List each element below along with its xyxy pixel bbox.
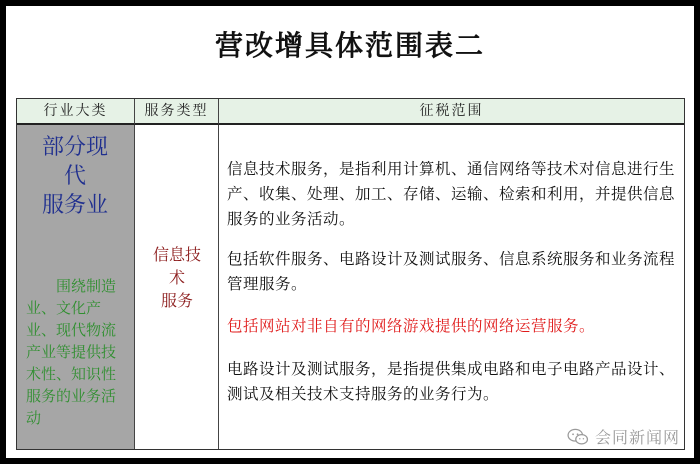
industry-name-line: 部分现: [41, 135, 108, 160]
watermark-text: 会同新闻网: [594, 428, 680, 447]
scope-paragraph-includes: 包括软件服务、电路设计及测试服务、信息系统服务和业务流程管理服务。: [227, 250, 676, 293]
scope-paragraph-circuit-design: 电路设计及测试服务，是指提供集成电路和电子电路产品设计、测试及相关技术支持服务的业务行为。: [227, 360, 676, 403]
industry-name-line: 服务业: [41, 193, 108, 218]
service-type-line: 服务: [160, 291, 193, 310]
service-type-line: 信息技: [152, 245, 201, 264]
scope-table: [16, 98, 685, 450]
service-type-label: [145, 243, 209, 312]
header-industry: 行业大类: [17, 99, 135, 125]
header-tax-scope: 征税范围: [219, 99, 684, 125]
wechat-icon: [567, 428, 589, 446]
watermark: [567, 425, 680, 448]
scope-paragraph-definition: 信息技术服务，是指利用计算机、通信网络等技术对信息进行生产、收集、处理、加工、存储、运输、检索和利用，并提供信息服务的业务活动。: [227, 160, 676, 228]
industry-name-line: 代: [63, 164, 86, 189]
tax-scope-cell: [219, 125, 684, 449]
document-frame: [6, 6, 694, 458]
scope-paragraph-highlight: 包括网站对非自有的网络游戏提供的网络运营服务。: [227, 317, 596, 335]
industry-name: [31, 133, 119, 220]
service-type-line: 术: [168, 268, 185, 287]
industry-description: 围绕制造业、文化产业、现代物流产业等提供技术性、知识性服务的业务活动: [26, 277, 117, 427]
industry-cell: [17, 125, 135, 449]
page-title: 营改增具体范围表二: [214, 29, 485, 62]
header-service-type: 服务类型: [135, 99, 219, 125]
service-type-cell: [135, 125, 219, 449]
